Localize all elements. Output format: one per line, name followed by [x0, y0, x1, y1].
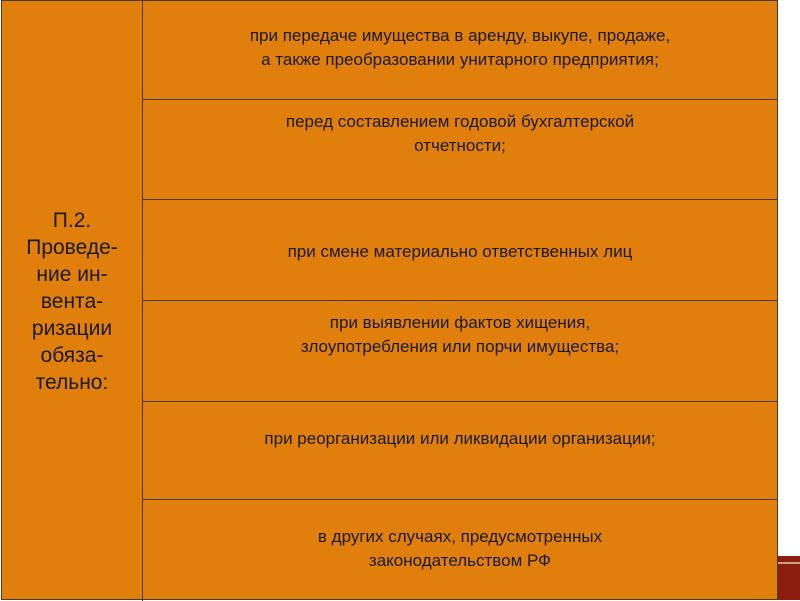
condition-row-theft: при выявлении фактов хищения, злоупотребления или порчи имущества;	[143, 301, 777, 402]
condition-row-annual-report: перед составлением годовой бухгалтерской отчетности;	[143, 100, 777, 200]
section-heading: П.2. Проведе- ние ин- вента- ризации обяза- тельно:	[26, 208, 118, 394]
inventory-table	[1, 0, 778, 600]
condition-row-lease-sale: при передаче имущества в аренду, выкупе, продаже, а также преобразовании унитарного предприятия;	[143, 1, 777, 100]
conditions-column	[143, 1, 777, 601]
condition-row-responsible-change: при смене материально ответственных лиц	[143, 200, 777, 301]
condition-row-other-cases: в других случаях, предусмотренных законодательством РФ	[317, 527, 603, 570]
condition-row-reorganization: при реорганизации или ликвидации организации;	[143, 402, 777, 500]
section-heading-cell	[2, 1, 143, 601]
decorative-corner-bar	[778, 556, 800, 600]
